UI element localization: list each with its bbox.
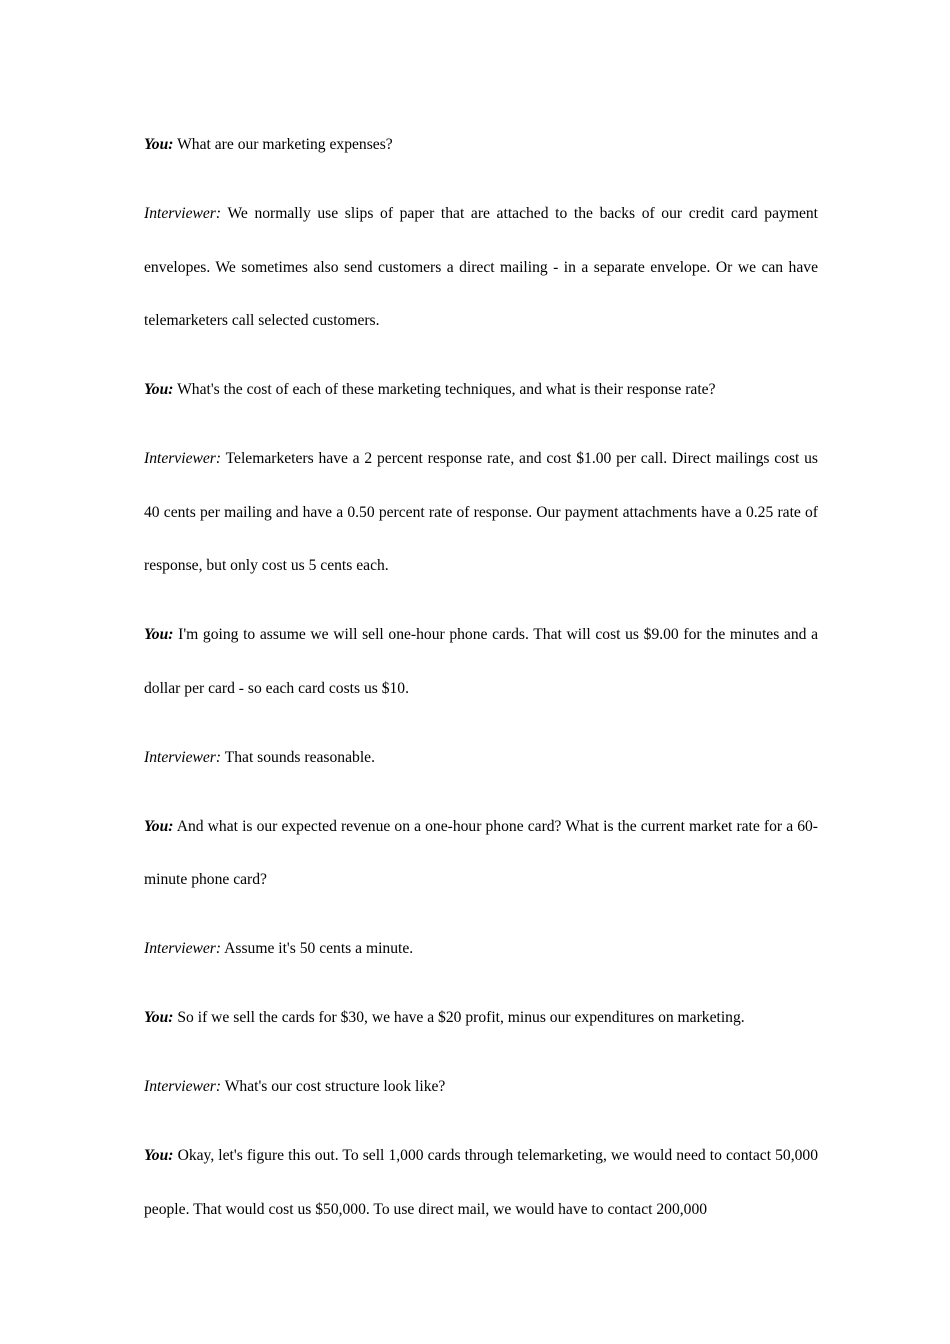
dialogue-line-interviewer (144, 432, 818, 593)
dialogue-text: I'm going to assume we will sell one-hour phone cards. That will cost us $9.00 for the minutes and a dollar per card - so each card costs us $10. (144, 626, 818, 697)
speaker-label: Interviewer: (144, 940, 222, 957)
speaker-label: Interviewer: (144, 1078, 222, 1095)
document-page (144, 118, 818, 1236)
speaker-label: You: (144, 817, 174, 835)
dialogue-line-you (144, 608, 818, 715)
dialogue-line-you (144, 118, 818, 172)
dialogue-text: Okay, let's figure this out. To sell 1,000 cards through telemarketing, we would need to contact 50,000 people. That would cost us $50,000. To use direct mail, we would have to contact 200,000 (144, 1147, 818, 1218)
dialogue-line-you (144, 991, 818, 1045)
speaker-label: Interviewer: (144, 748, 222, 766)
dialogue-text: What's our cost structure look like? (224, 1078, 446, 1095)
dialogue-line-you (144, 363, 818, 417)
speaker-label: You: (144, 381, 174, 398)
dialogue-text: What are our marketing expenses? (177, 136, 393, 153)
speaker-label: You: (144, 136, 174, 153)
dialogue-line-interviewer (144, 731, 818, 785)
speaker-label: Interviewer: (144, 450, 222, 467)
dialogue-line-interviewer (144, 1060, 818, 1114)
dialogue-line-you (144, 800, 818, 907)
speaker-label: You: (144, 626, 174, 643)
speaker-label: Interviewer: (144, 205, 222, 222)
speaker-label: You: (144, 1147, 174, 1164)
dialogue-text: And what is our expected revenue on a one-hour phone card? What is the current market rate for a 60-minute phone card? (144, 817, 818, 888)
dialogue-line-interviewer (144, 187, 818, 348)
dialogue-text: What's the cost of each of these marketing techniques, and what is their response rate? (177, 381, 716, 398)
dialogue-text: We normally use slips of paper that are attached to the backs of our credit card payment envelopes. We sometimes also send customers a direct mailing - in a separate envelope. Or we can have telemarketers call selected customers. (144, 205, 818, 329)
dialogue-text: Telemarketers have a 2 percent response rate, and cost $1.00 per call. Direct mailings cost us 40 cents per mailing and have a 0.50 percent rate of response. Our payment attachments have a 0.25 rate of response, but only cost us 5 cents each. (144, 450, 819, 574)
speaker-label: You: (144, 1009, 174, 1026)
dialogue-line-you (144, 1129, 818, 1236)
dialogue-line-interviewer (144, 922, 818, 976)
dialogue-text: Assume it's 50 cents a minute. (224, 940, 414, 957)
dialogue-text: So if we sell the cards for $30, we have a $20 profit, minus our expenditures on marketing. (177, 1009, 745, 1026)
dialogue-text: That sounds reasonable. (224, 748, 375, 766)
